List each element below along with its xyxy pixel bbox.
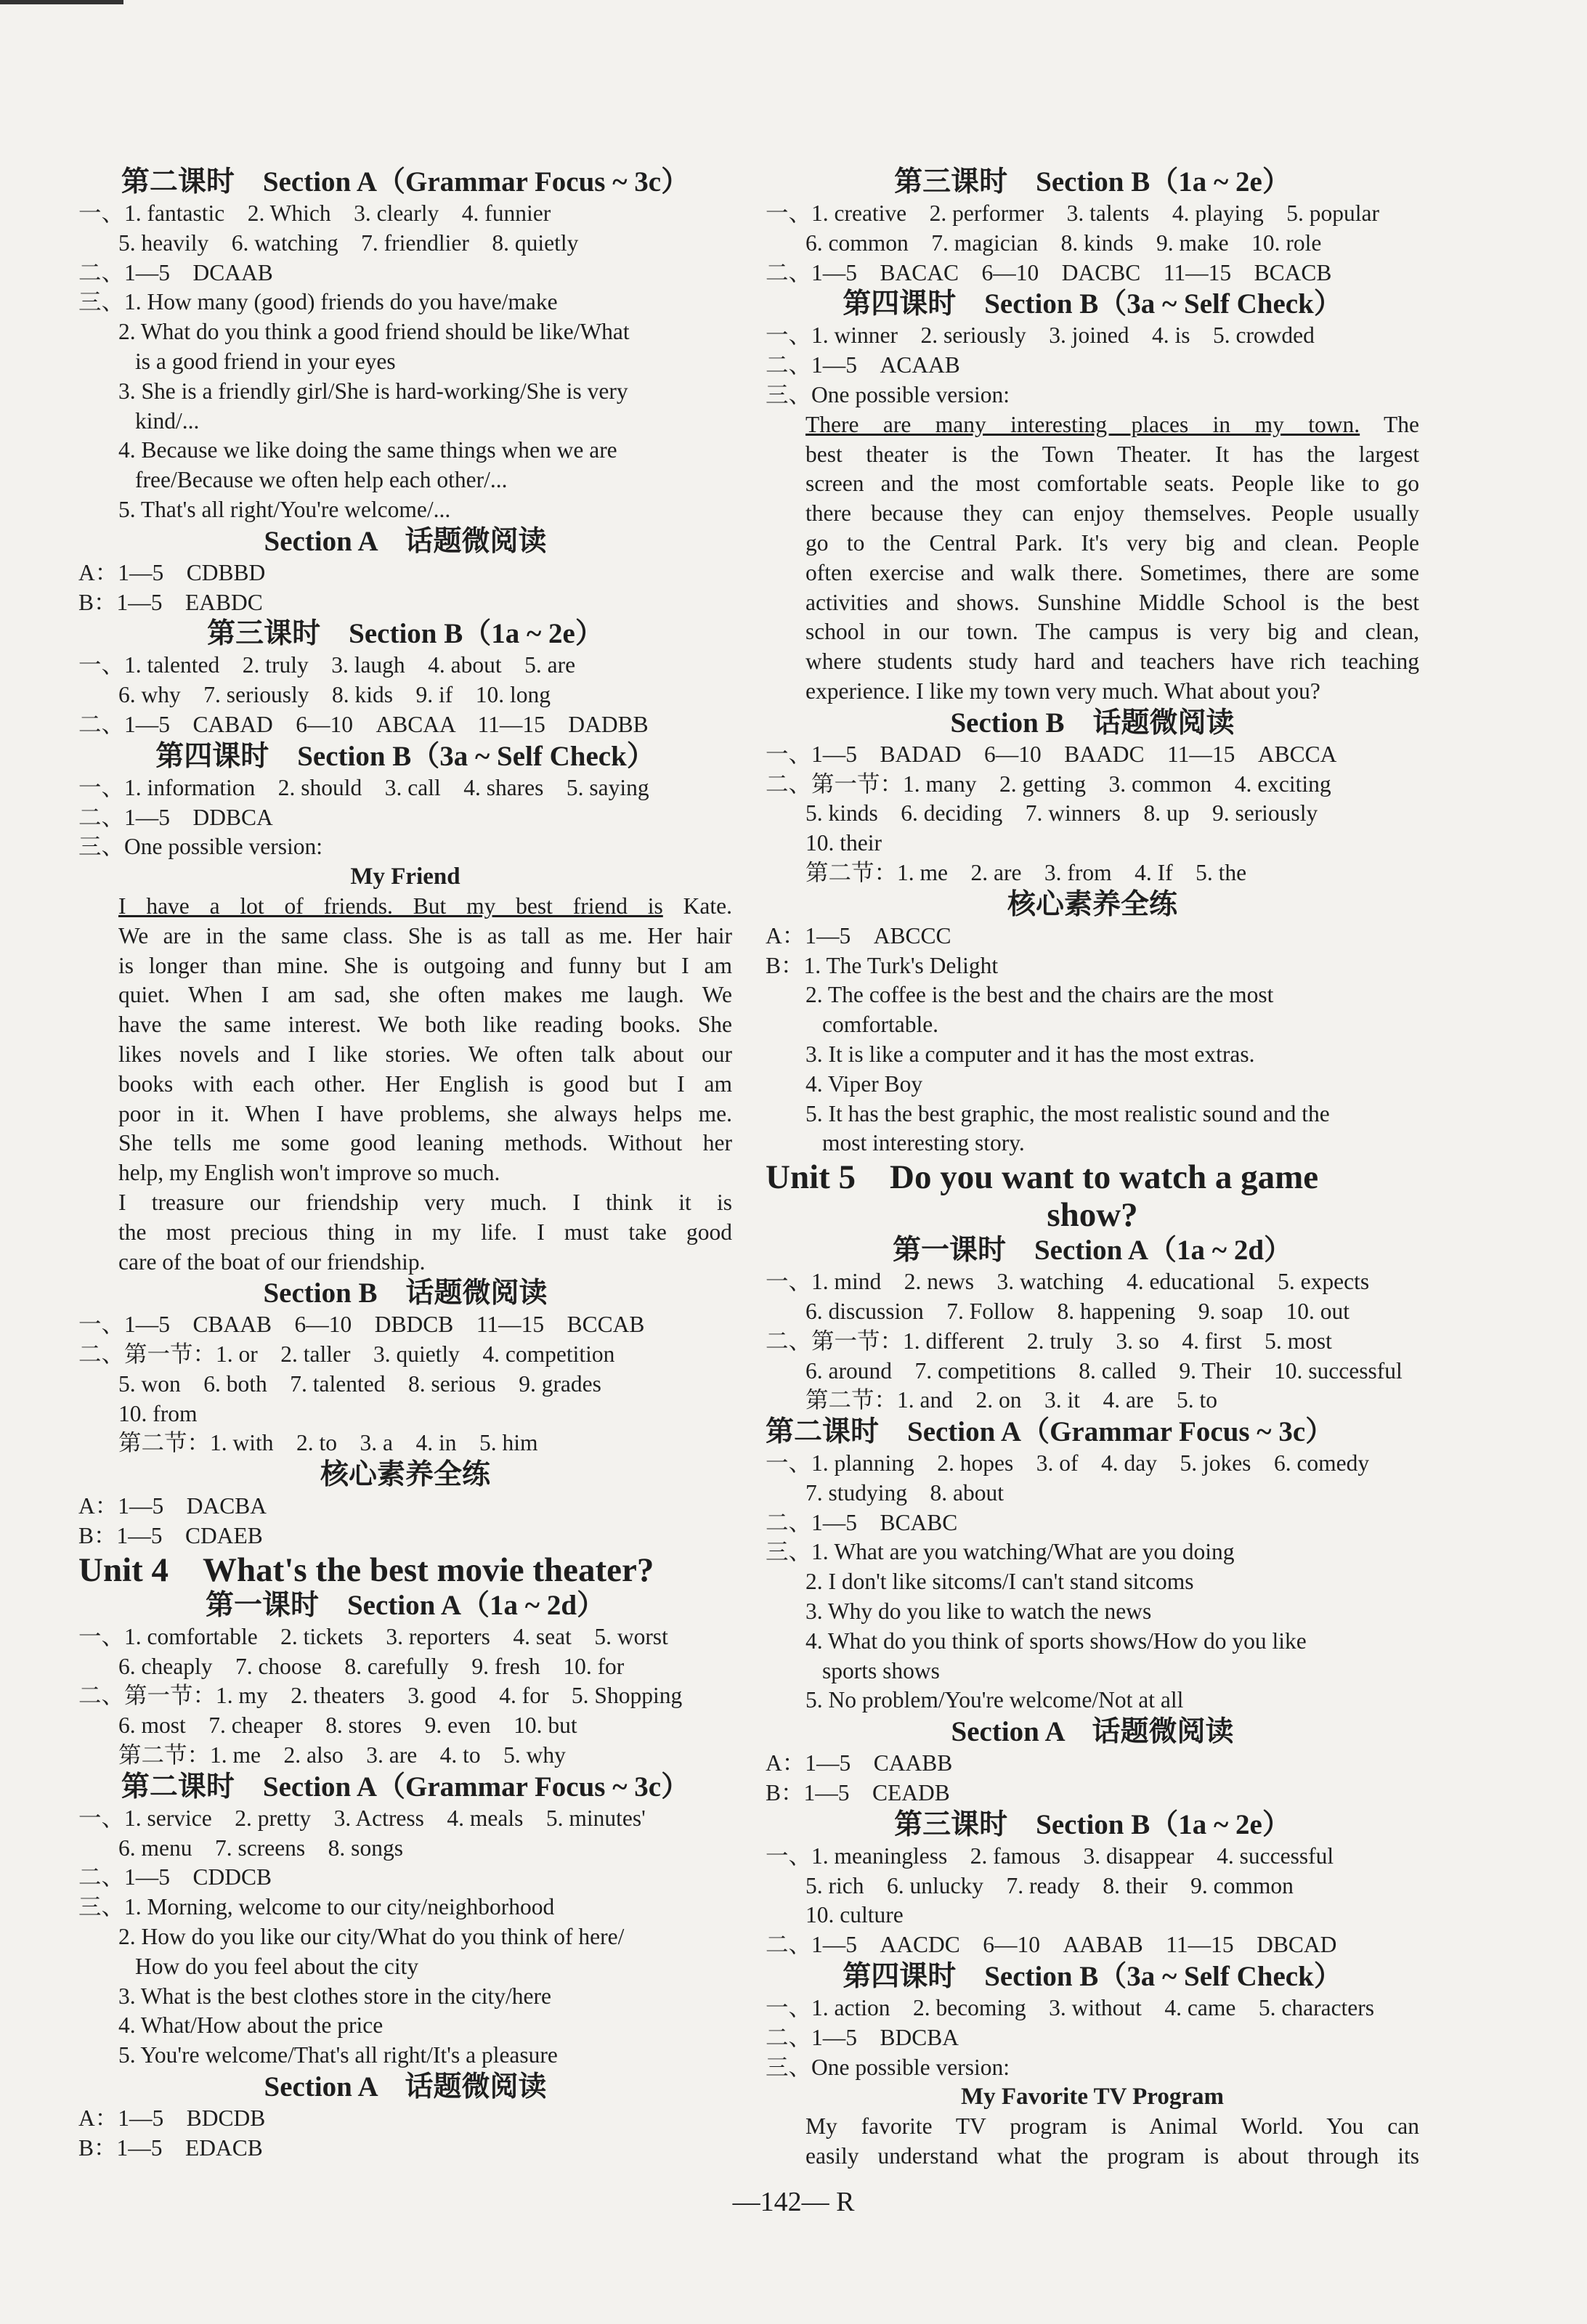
answer-line: 二、第一节：1. my 2. theaters 3. good 4. for 5. Shopping [78,1683,683,1709]
left-column [78,166,732,2163]
answer-line: 第二节：1. me 2. also 3. are 4. to 5. why [118,1742,566,1768]
answer-line: 5. That's all right/You're welcome/... [118,496,451,522]
answer-line: 6. around 7. competitions 8. called 9. Their 10. successful [805,1357,1403,1384]
answer-line: 6. cheaply 7. choose 8. carefully 9. fresh 10. for [118,1653,625,1679]
answer-line: 2. How do you like our city/What do you think of here/ [118,1924,625,1950]
answer-line: 三、1. Morning, welcome to our city/neighborhood [78,1894,555,1920]
section-heading: 第三课时 Section B（1a ~ 2e） [207,618,604,650]
essay-line: My favorite TV program is Animal World. You can [805,2113,1419,2140]
answer-line: 二、1—5 CABAD 6—10 ABCAA 11—15 DADBB [78,711,649,737]
essay-line: poor in it. When I have problems, she always helps me. [118,1100,732,1126]
essay-line: the most precious thing in my life. I must take good [118,1219,732,1245]
answer-line: 一、1. talented 2. truly 3. laugh 4. about 5. are [78,652,576,678]
answer-line: 第二节：1. with 2. to 3. a 4. in 5. him [118,1430,538,1456]
essay-line: best theater is the Town Theater. It has the largest [805,441,1419,467]
underlined-topic-sentence: I have a lot of friends. But my best friend is [118,893,663,919]
answer-line: 4. What do you think of sports shows/How do you like [805,1628,1307,1654]
answer-line: 三、One possible version: [766,2054,1010,2080]
answer-line: 第二节：1. and 2. on 3. it 4. are 5. to [805,1387,1217,1413]
section-heading: 第一课时 Section A（1a ~ 2d） [892,1235,1293,1267]
unit-title: Unit 5 Do you want to watch a game [766,1158,1319,1197]
essay-line: school in our town. The campus is very big and clean, [805,619,1419,645]
answer-line: 5. It has the best graphic, the most realistic sound and the [805,1100,1330,1126]
answer-line: 二、1—5 CDDCB [78,1864,272,1890]
essay-line: often exercise and walk there. Sometimes, there are some [805,559,1419,585]
answer-line: 4. Viper Boy [805,1070,923,1097]
answer-line: 10. culture [805,1902,904,1928]
section-heading: Section A 话题微阅读 [264,2071,547,2103]
answer-line: comfortable. [822,1012,939,1038]
essay-text: The [1360,411,1420,437]
answer-line: 3. What is the best clothes store in the city/here [118,1983,552,2009]
answer-line: 二、第一节：1. many 2. getting 3. common 4. exciting [766,771,1331,797]
answer-line: kind/... [135,407,200,434]
answer-line: A：1—5 ABCCC [766,922,951,948]
answer-line: 一、1. mind 2. news 3. watching 4. educational 5. expects [766,1269,1370,1295]
right-column [766,166,1419,2171]
answer-line: 6. common 7. magician 8. kinds 9. make 10. role [805,229,1322,256]
answer-line: 4. Because we like doing the same things when we are [118,437,617,463]
answer-line: 4. What/How about the price [118,2012,383,2039]
answer-line: 二、1—5 BDCBA [766,2024,959,2050]
section-heading: 第三课时 Section B（1a ~ 2e） [894,1808,1291,1840]
essay-line: easily understand what the program is about through its [805,2143,1419,2169]
section-heading: 第四课时 Section B（3a ~ Self Check） [155,740,655,772]
answer-line: 二、第一节：1. different 2. truly 3. so 4. first 5. most [766,1328,1332,1354]
answer-line: 一、1. creative 2. performer 3. talents 4. playing 5. popular [766,200,1380,226]
answer-line: B：1—5 EDACB [78,2134,263,2161]
underlined-topic-sentence: There are many interesting places in my town. [805,411,1360,437]
answer-line: 一、1—5 BADAD 6—10 BAADC 11—15 ABCCA [766,741,1337,767]
essay-line: is longer than mine. She is outgoing and funny but I am [118,952,732,978]
answer-line: 2. I don't like sitcoms/I can't stand sitcoms [805,1569,1194,1595]
essay-line: We are in the same class. She is as tall as me. Her hair [118,922,732,948]
answer-line: 第二节：1. me 2. are 3. from 4. If 5. the [805,859,1247,885]
essay-line: quiet. When I am sad, she often makes me laugh. We [118,982,732,1008]
answer-line: 6. why 7. seriously 8. kids 9. if 10. long [118,682,551,708]
answer-line: 一、1. planning 2. hopes 3. of 4. day 5. jokes 6. comedy [766,1450,1370,1476]
answer-line: B：1. The Turk's Delight [766,952,999,978]
answer-line: How do you feel about the city [135,1953,419,1979]
section-heading: 第二课时 Section A（Grammar Focus ~ 3c） [121,166,690,198]
section-heading: Section A 话题微阅读 [951,1716,1234,1748]
section-heading: 第二课时 Section A（Grammar Focus ~ 3c） [121,1771,690,1803]
answer-line: 5. heavily 6. watching 7. friendlier 8. quietly [118,229,579,256]
answer-line: 二、1—5 DDBCA [78,804,273,830]
answer-line: 一、1—5 CBAAB 6—10 DBDCB 11—15 BCCAB [78,1312,645,1338]
essay-line: books with each other. Her English is good but I am [118,1070,732,1097]
composition-title: My Friend [350,864,460,890]
answer-line: 二、1—5 AACDC 6—10 AABAB 11—15 DBCAD [766,1932,1337,1958]
top-rule [0,0,123,4]
section-heading: 第四课时 Section B（3a ~ Self Check） [843,288,1342,320]
answer-line: B：1—5 EABDC [78,589,263,615]
essay-line [766,410,1419,440]
section-heading: 第二课时 Section A（Grammar Focus ~ 3c） [766,1416,1334,1448]
answer-line: 三、1. What are you watching/What are you doing [766,1539,1235,1565]
essay-line: screen and the most comfortable seats. People like to go [805,471,1419,497]
answer-line: 3. She is a friendly girl/She is hard-working/She is very [118,378,628,404]
composition-title: My Favorite TV Program [960,2084,1224,2110]
essay-line: experience. I like my town very much. What about you? [805,678,1320,704]
answer-line: 5. won 6. both 7. talented 8. serious 9. grades [118,1370,601,1397]
answer-line: 一、1. meaningless 2. famous 3. disappear 4. successful [766,1842,1334,1869]
answer-line: 二、1—5 DCAAB [78,259,273,285]
answer-line: 三、One possible version: [766,381,1010,407]
answer-line: 6. most 7. cheaper 8. stores 9. even 10. but [118,1712,577,1739]
answer-line: 6. menu 7. screens 8. songs [118,1835,403,1861]
page-number: —142— R [732,2187,855,2217]
answer-line: is a good friend in your eyes [135,348,396,374]
answer-line: 三、One possible version: [78,834,322,860]
essay-line [78,892,732,922]
unit-title: Unit 4 What's the best movie theater? [78,1551,654,1589]
answer-line: 一、1. fantastic 2. Which 3. clearly 4. funnier [78,200,551,226]
section-heading: 第一课时 Section A（1a ~ 2d） [205,1589,606,1621]
section-heading: 第三课时 Section B（1a ~ 2e） [894,166,1291,198]
essay-line: likes novels and I like stories. We often talk about our [118,1041,732,1067]
unit-title-continued: show? [1047,1196,1138,1235]
essay-line: where students study hard and teachers have rich teaching [805,649,1419,675]
answer-line: A：1—5 BDCDB [78,2105,266,2132]
essay-line: care of the boat of our friendship. [118,1248,426,1275]
answer-line: 一、1. winner 2. seriously 3. joined 4. is 5. crowded [766,322,1315,349]
answer-line: 二、第一节：1. or 2. taller 3. quietly 4. competition [78,1341,615,1368]
answer-line: A：1—5 CAABB [766,1750,953,1776]
essay-line: She tells me some good leaning methods. Without her [118,1130,732,1156]
section-heading: Section B 话题微阅读 [263,1277,548,1309]
answer-line: 二、1—5 BCABC [766,1509,958,1535]
answer-line: A：1—5 DACBA [78,1493,267,1519]
answer-line: B：1—5 CDAEB [78,1523,263,1549]
section-heading: Section A 话题微阅读 [264,525,547,557]
answer-line: 5. rich 6. unlucky 7. ready 8. their 9. common [805,1872,1294,1898]
answer-line: 5. You're welcome/That's all right/It's a pleasure [118,2042,558,2068]
answer-line: 10. their [805,830,882,856]
answer-line: 3. Why do you like to watch the news [805,1598,1152,1625]
essay-line: go to the Central Park. It's very big and clean. People [805,529,1419,556]
answer-line: most interesting story. [822,1130,1025,1156]
answer-line: A：1—5 CDBBD [78,559,266,585]
answer-line: free/Because we often help each other/... [135,467,508,493]
section-heading: Section B 话题微阅读 [950,707,1235,739]
answer-line: 三、1. How many (good) friends do you have/make [78,289,558,315]
answer-line: sports shows [822,1657,940,1683]
section-heading: 核心素养全练 [1007,888,1177,920]
essay-text: Kate. [662,893,732,919]
answer-line: 二、1—5 ACAAB [766,352,960,378]
essay-line: I treasure our friendship very much. I think it is [118,1189,732,1215]
answer-line: 3. It is like a computer and it has the most extras. [805,1041,1255,1067]
essay-line: there because they can enjoy themselves. People usually [805,500,1419,527]
essay-line: have the same interest. We both like reading books. She [118,1012,732,1038]
answer-line: 一、1. action 2. becoming 3. without 4. came 5. characters [766,1995,1375,2021]
answer-line: 10. from [118,1400,198,1426]
answer-line: 5. kinds 6. deciding 7. winners 8. up 9. seriously [805,800,1318,826]
answer-line: 5. No problem/You're welcome/Not at all [805,1687,1184,1713]
answer-line: 6. discussion 7. Follow 8. happening 9. soap 10. out [805,1298,1349,1324]
answer-line: B：1—5 CEADB [766,1780,950,1806]
essay-line: activities and shows. Sunshine Middle School is the best [805,589,1419,615]
answer-line: 2. What do you think a good friend should be like/What [118,319,630,345]
answer-line: 2. The coffee is the best and the chairs are the most [805,982,1274,1008]
answer-line: 一、1. information 2. should 3. call 4. shares 5. saying [78,774,649,800]
answer-line: 二、1—5 BACAC 6—10 DACBC 11—15 BCACB [766,259,1332,285]
section-heading: 第四课时 Section B（3a ~ Self Check） [843,1961,1342,1993]
answer-line: 一、1. comfortable 2. tickets 3. reporters 4. seat 5. worst [78,1623,668,1649]
answer-line: 一、1. service 2. pretty 3. Actress 4. meals 5. minutes' [78,1805,646,1831]
essay-line: help, my English won't improve so much. [118,1160,500,1186]
section-heading: 核心素养全练 [320,1459,490,1491]
answer-line: 7. studying 8. about [805,1479,1004,1506]
